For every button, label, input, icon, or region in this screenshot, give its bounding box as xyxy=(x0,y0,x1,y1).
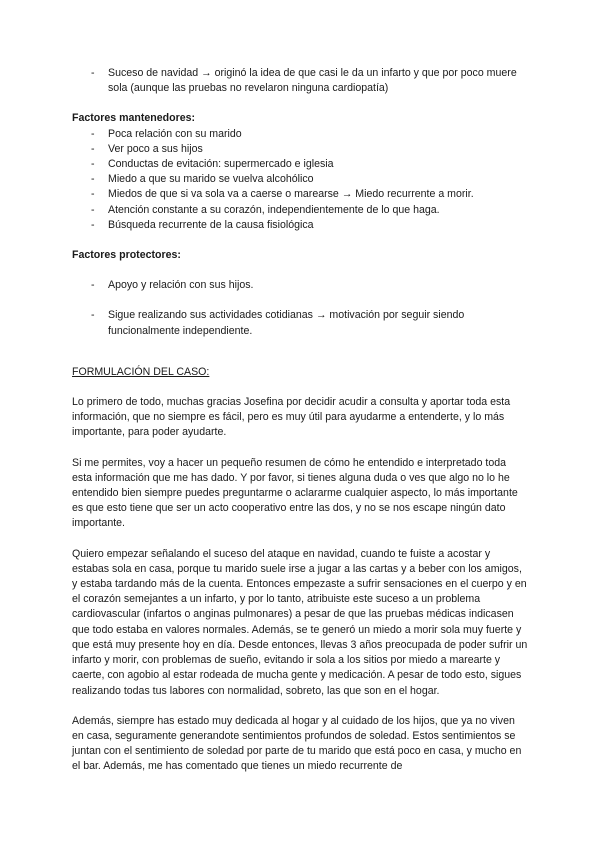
bullet-dash: - xyxy=(91,142,95,155)
bullet-dash: - xyxy=(91,218,95,231)
list-item xyxy=(72,308,528,338)
bullet-dash: - xyxy=(91,158,95,171)
list-item-text: Poca relación con su marido xyxy=(108,127,242,140)
list-item-text: Miedo a que su marido se vuelva alcohólico xyxy=(108,173,314,186)
bullet-dash: - xyxy=(91,309,95,322)
paragraph: Además, siempre has estado muy dedicada al hogar y al cuidado de los hijos, que ya no viven en casa, seguramente generandote sentimientos profundos de soledad. Estos sentimientos se juntan con el sentimiento de soledad por parte de tu marido que está poco en casa, y mucho en el bar. Además, me has comentado que tienes un miedo recurrente de xyxy=(72,714,522,773)
list-item xyxy=(72,66,528,96)
formulacion-title: FORMULACIÓN DEL CASO: xyxy=(72,365,210,378)
document-content xyxy=(72,66,528,775)
list-item xyxy=(72,142,528,157)
list-item-text: Miedos de que si va sola va a caerse o marearse → Miedo recurrente a morir. xyxy=(108,188,474,201)
bullet-dash: - xyxy=(91,279,95,292)
list-item-text: Suceso de navidad → originó la idea de que casi le da un infarto y que por poco muere sola (aunque las pruebas no revelaron ninguna cardiopatía) xyxy=(108,67,517,95)
mantenedores-heading: Factores mantenedores: xyxy=(72,112,196,125)
list-item xyxy=(72,127,528,142)
list-item xyxy=(72,203,528,218)
list-item xyxy=(72,218,528,233)
bullet-dash: - xyxy=(91,203,95,216)
bullet-dash: - xyxy=(91,188,95,201)
paragraph: Lo primero de todo, muchas gracias Josefina por decidir acudir a consulta y aportar toda esta información, que no siempre es fácil, pero es muy útil para ayudarme a entenderte, y lo más importante, para poder ayudarte. xyxy=(72,396,511,439)
list-item xyxy=(72,172,528,187)
protectores-heading: Factores protectores: xyxy=(72,249,181,262)
list-item xyxy=(72,278,528,293)
list-item xyxy=(72,187,528,202)
bullet-dash: - xyxy=(91,173,95,186)
paragraph: Quiero empezar señalando el suceso del ataque en navidad, cuando te fuiste a acostar y estabas sola en casa, porque tu marido suele irse a jugar a las cartas y a beber con los amigos, y estaba tardando más de la cuenta. Entonces empezaste a sufrir sensaciones en el cuerpo y en el corazón semejantes a un infarto, y por lo tanto, atribuiste este suceso a un problema cardiovascular (infartos o anginas pulmonares) a pesar de que las pruebas médicas indicasen que todo estaba en valores normales. Además, se te generó un miedo a morir sola muy fuerte y que está muy presente hoy en día. Desde entonces, llevas 3 años preocupada de poder sufrir un infarto y morir, con problemas de sueño, evitando ir sola a los sitios por miedo a marearte y caerte, con agobio al estar rodeada de mucha gente y medicación. A pesar de todo esto, sigues realizando todas tus labores con normalidad, sobreto, las que son en el hogar. xyxy=(72,547,528,697)
list-item-text: Sigue realizando sus actividades cotidianas → motivación por seguir siendo funcionalmente independiente. xyxy=(108,309,465,337)
list-item-text: Apoyo y relación con sus hijos. xyxy=(108,279,254,292)
list-item xyxy=(72,157,528,172)
list-item-text: Búsqueda recurrente de la causa fisiológica xyxy=(108,218,314,231)
bullet-dash: - xyxy=(91,67,95,79)
bullet-dash: - xyxy=(91,127,95,140)
paragraph: Si me permites, voy a hacer un pequeño resumen de cómo he entendido e interpretado toda esta información que me has dado. Y por favor, si tienes alguna duda o ves que algo no lo he entendido bien siempre puedes preguntarme o aclararme cualquier aspecto, lo más importante es que esto tiene que ser un acto cooperativo entre las dos, y no se nos escape ningún dato importante. xyxy=(72,456,518,530)
list-item-text: Ver poco a sus hijos xyxy=(108,142,203,155)
list-item-text: Conductas de evitación: supermercado e iglesia xyxy=(108,158,334,171)
list-item-text: Atención constante a su corazón, independientemente de lo que haga. xyxy=(108,203,440,216)
